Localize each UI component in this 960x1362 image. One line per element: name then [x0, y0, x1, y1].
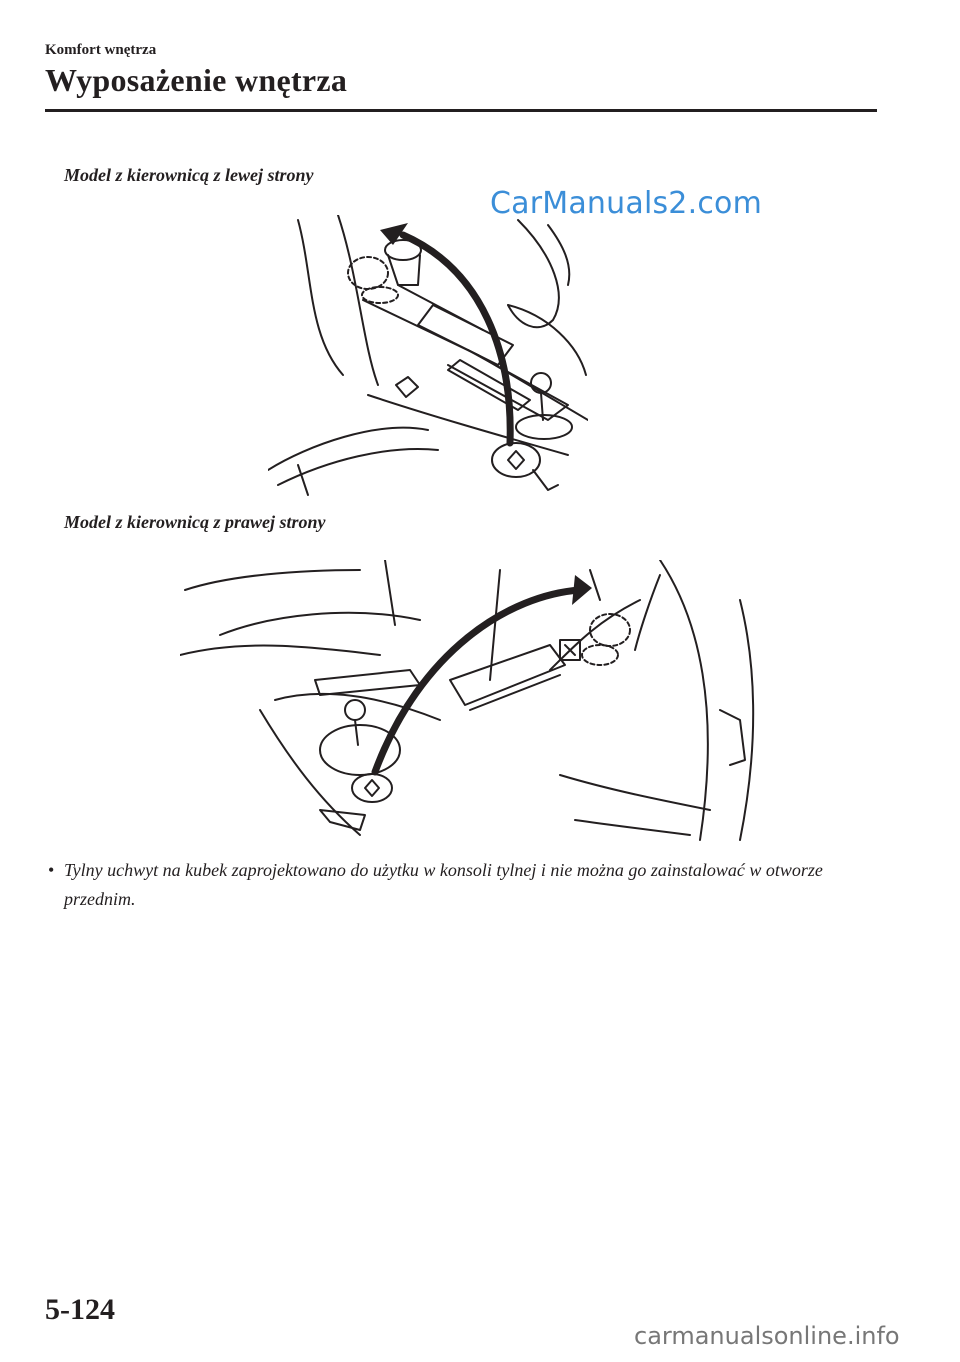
page-number: 5-124 — [45, 1293, 115, 1326]
figure-caption-rhd: Model z kierownicą z prawej strony — [64, 512, 326, 532]
page-title: Wyposażenie wnętrza — [45, 62, 348, 98]
console-illustration-lhd — [268, 215, 588, 505]
figure-caption-lhd: Model z kierownicą z lewej strony — [64, 165, 314, 185]
footer-site-url: carmanualsonline.info — [634, 1322, 900, 1350]
console-illustration-rhd — [180, 560, 770, 850]
bullet-icon: • — [48, 860, 55, 880]
note-paragraph — [48, 856, 848, 914]
note-text: Tylny uchwyt na kubek zaprojektowano do użytku w konsoli tylnej i nie można go zainstalować w otworze przednim. — [64, 860, 823, 909]
header-rule — [45, 109, 877, 112]
section-label: Komfort wnętrza — [45, 42, 157, 58]
watermark-text: CarManuals2.com — [490, 186, 763, 221]
